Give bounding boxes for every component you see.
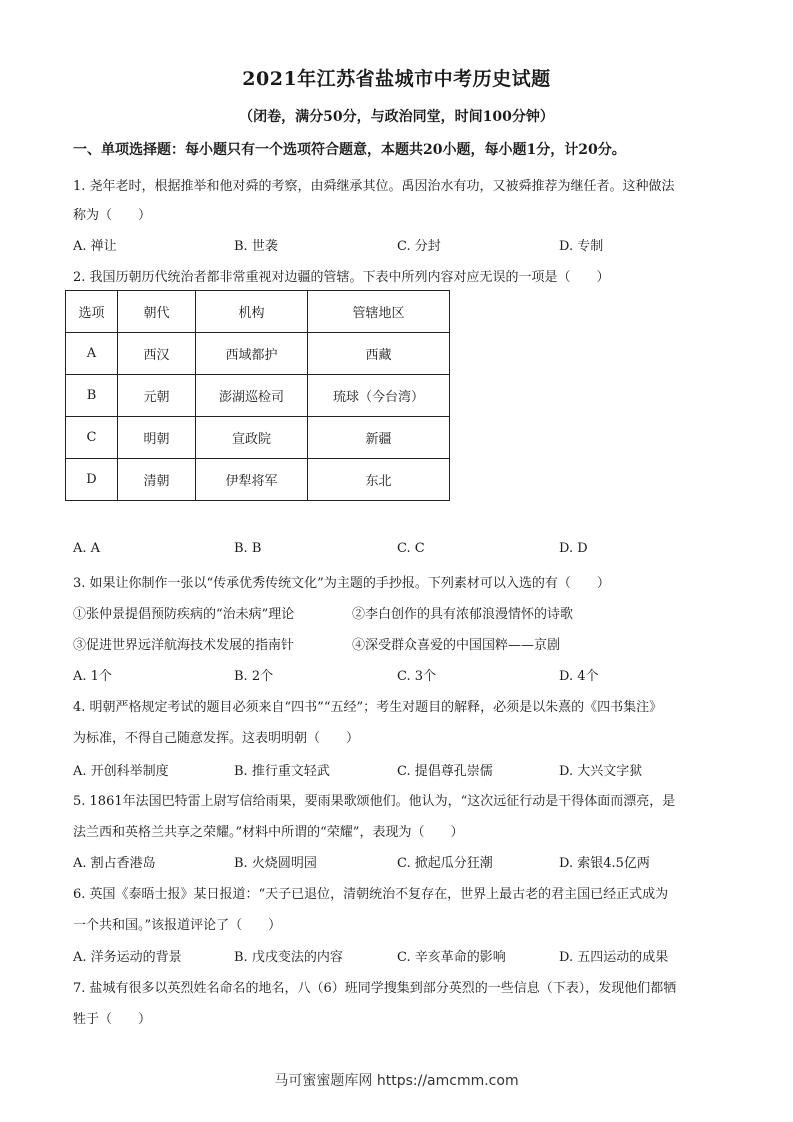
table-cell: 新疆 bbox=[308, 417, 450, 459]
q2-table bbox=[65, 290, 450, 501]
table-cell: C bbox=[66, 417, 118, 459]
table-cell: 伊犁将军 bbox=[196, 459, 308, 501]
q3-item-3: ③促进世界远洋航海技术发展的指南针 bbox=[73, 638, 295, 653]
q4-stem-line2: 为标准，不得自己随意发挥。这表明明朝（ ） bbox=[73, 731, 360, 746]
q6-option-d: D. 五四运动的成果 bbox=[559, 950, 669, 965]
q4-option-c: C. 提倡尊孔崇儒 bbox=[397, 764, 493, 779]
q5-option-c: C. 掀起瓜分狂潮 bbox=[397, 856, 493, 871]
page-title: 2021年江苏省盐城市中考历史试题 bbox=[242, 68, 551, 90]
q6-stem-line1: 6. 英国《泰晤士报》某日报道：“天子已退位，清朝统治不复存在，世界上最古老的君主国已经正式成为 bbox=[73, 887, 669, 902]
table-cell: 澎湖巡检司 bbox=[196, 375, 308, 417]
q2-option-b: B. B bbox=[234, 541, 262, 556]
table-cell: 东北 bbox=[308, 459, 450, 501]
q2-option-c: C. C bbox=[397, 541, 425, 556]
q3-item-1: ①张仲景提倡预防疾病的“治未病”理论 bbox=[73, 607, 295, 622]
q5-stem-line2: 法兰西和英格兰共享之荣耀。”材料中所谓的“荣耀”，表现为（ ） bbox=[73, 825, 464, 840]
table-cell: 西域都护 bbox=[196, 333, 308, 375]
q7-stem-line1: 7. 盐城有很多以英烈姓名命名的地名，八（6）班同学搜集到部分英烈的一些信息（下表），发现他们都牺 bbox=[73, 981, 677, 996]
q6-option-c: C. 辛亥革命的影响 bbox=[397, 950, 506, 965]
q1-option-c: C. 分封 bbox=[397, 239, 441, 254]
q4-option-a: A. 开创科举制度 bbox=[73, 764, 169, 779]
q1-stem-line1: 1. 尧年老时，根据推举和他对舜的考察，由舜继承其位。禹因治水有功，又被舜推荐为继任者。这种做法 bbox=[73, 179, 675, 194]
q6-option-a: A. 洋务运动的背景 bbox=[73, 950, 182, 965]
section-heading: 一、单项选择题：每小题只有一个选项符合题意，本题共20小题，每小题1分，计20分。 bbox=[73, 142, 626, 158]
table-header-cell: 选项 bbox=[66, 291, 118, 333]
table-cell: 西汉 bbox=[118, 333, 196, 375]
table-header-cell: 管辖地区 bbox=[308, 291, 450, 333]
q6-stem-line2: 一个共和国。”该报道评论了（ ） bbox=[73, 918, 282, 933]
q3-item-4: ④深受群众喜爱的中国国粹——京剧 bbox=[352, 638, 561, 653]
q2-option-a: A. A bbox=[73, 541, 101, 556]
table-row bbox=[66, 459, 450, 501]
table-row bbox=[66, 333, 450, 375]
q5-option-b: B. 火烧圆明园 bbox=[234, 856, 317, 871]
table-header-cell: 机构 bbox=[196, 291, 308, 333]
q5-stem-line1: 5. 1861年法国巴特雷上尉写信给雨果，要雨果歌颂他们。他认为，“这次远征行动是干得体面而漂亮，是 bbox=[73, 794, 676, 809]
q6-option-b: B. 戊戌变法的内容 bbox=[234, 950, 343, 965]
q3-stem: 3. 如果让你制作一张以“传承优秀传统文化”为主题的手抄报。下列素材可以入选的有（ ） bbox=[73, 576, 610, 591]
q5-option-d: D. 索银4.5亿两 bbox=[559, 856, 650, 871]
q1-option-b: B. 世袭 bbox=[234, 239, 278, 254]
table-cell: 元朝 bbox=[118, 375, 196, 417]
table-row bbox=[66, 375, 450, 417]
q4-stem-line1: 4. 明朝严格规定考试的题目必须来自“四书”“五经”；考生对题目的解释，必须是以朱熹的《四书集注》 bbox=[73, 700, 663, 715]
q5-option-a: A. 割占香港岛 bbox=[73, 856, 156, 871]
table-cell: 清朝 bbox=[118, 459, 196, 501]
table-header-cell: 朝代 bbox=[118, 291, 196, 333]
table-cell: A bbox=[66, 333, 118, 375]
table-cell: D bbox=[66, 459, 118, 501]
table-cell: 宣政院 bbox=[196, 417, 308, 459]
q2-option-d: D. D bbox=[559, 541, 588, 556]
table-header-row bbox=[66, 291, 450, 333]
q3-option-a: A. 1个 bbox=[73, 669, 112, 684]
q1-option-d: D. 专制 bbox=[559, 239, 604, 254]
q3-item-2: ②李白创作的具有浓郁浪漫情怀的诗歌 bbox=[352, 607, 574, 622]
table-cell: 琉球（今台湾） bbox=[308, 375, 450, 417]
table-cell: B bbox=[66, 375, 118, 417]
table-cell: 西藏 bbox=[308, 333, 450, 375]
q3-option-c: C. 3个 bbox=[397, 669, 437, 684]
page-subtitle: （闭卷，满分50分，与政治同堂，时间100分钟） bbox=[239, 109, 554, 125]
table-row bbox=[66, 417, 450, 459]
q3-option-d: D. 4个 bbox=[559, 669, 599, 684]
q4-option-b: B. 推行重文轻武 bbox=[234, 764, 330, 779]
q2-stem: 2. 我国历朝历代统治者都非常重视对边疆的管辖。下表中所列内容对应无误的一项是（ ） bbox=[73, 270, 610, 285]
q4-option-d: D. 大兴文字狱 bbox=[559, 764, 643, 779]
table-cell: 明朝 bbox=[118, 417, 196, 459]
q7-stem-line2: 牲于（ ） bbox=[73, 1012, 152, 1027]
q3-option-b: B. 2个 bbox=[234, 669, 274, 684]
q1-stem-line2: 称为（ ） bbox=[73, 208, 152, 223]
q1-option-a: A. 禅让 bbox=[73, 239, 117, 254]
footer-watermark: 马可蜜蜜题库网 https://amcmm.com bbox=[274, 1073, 519, 1089]
